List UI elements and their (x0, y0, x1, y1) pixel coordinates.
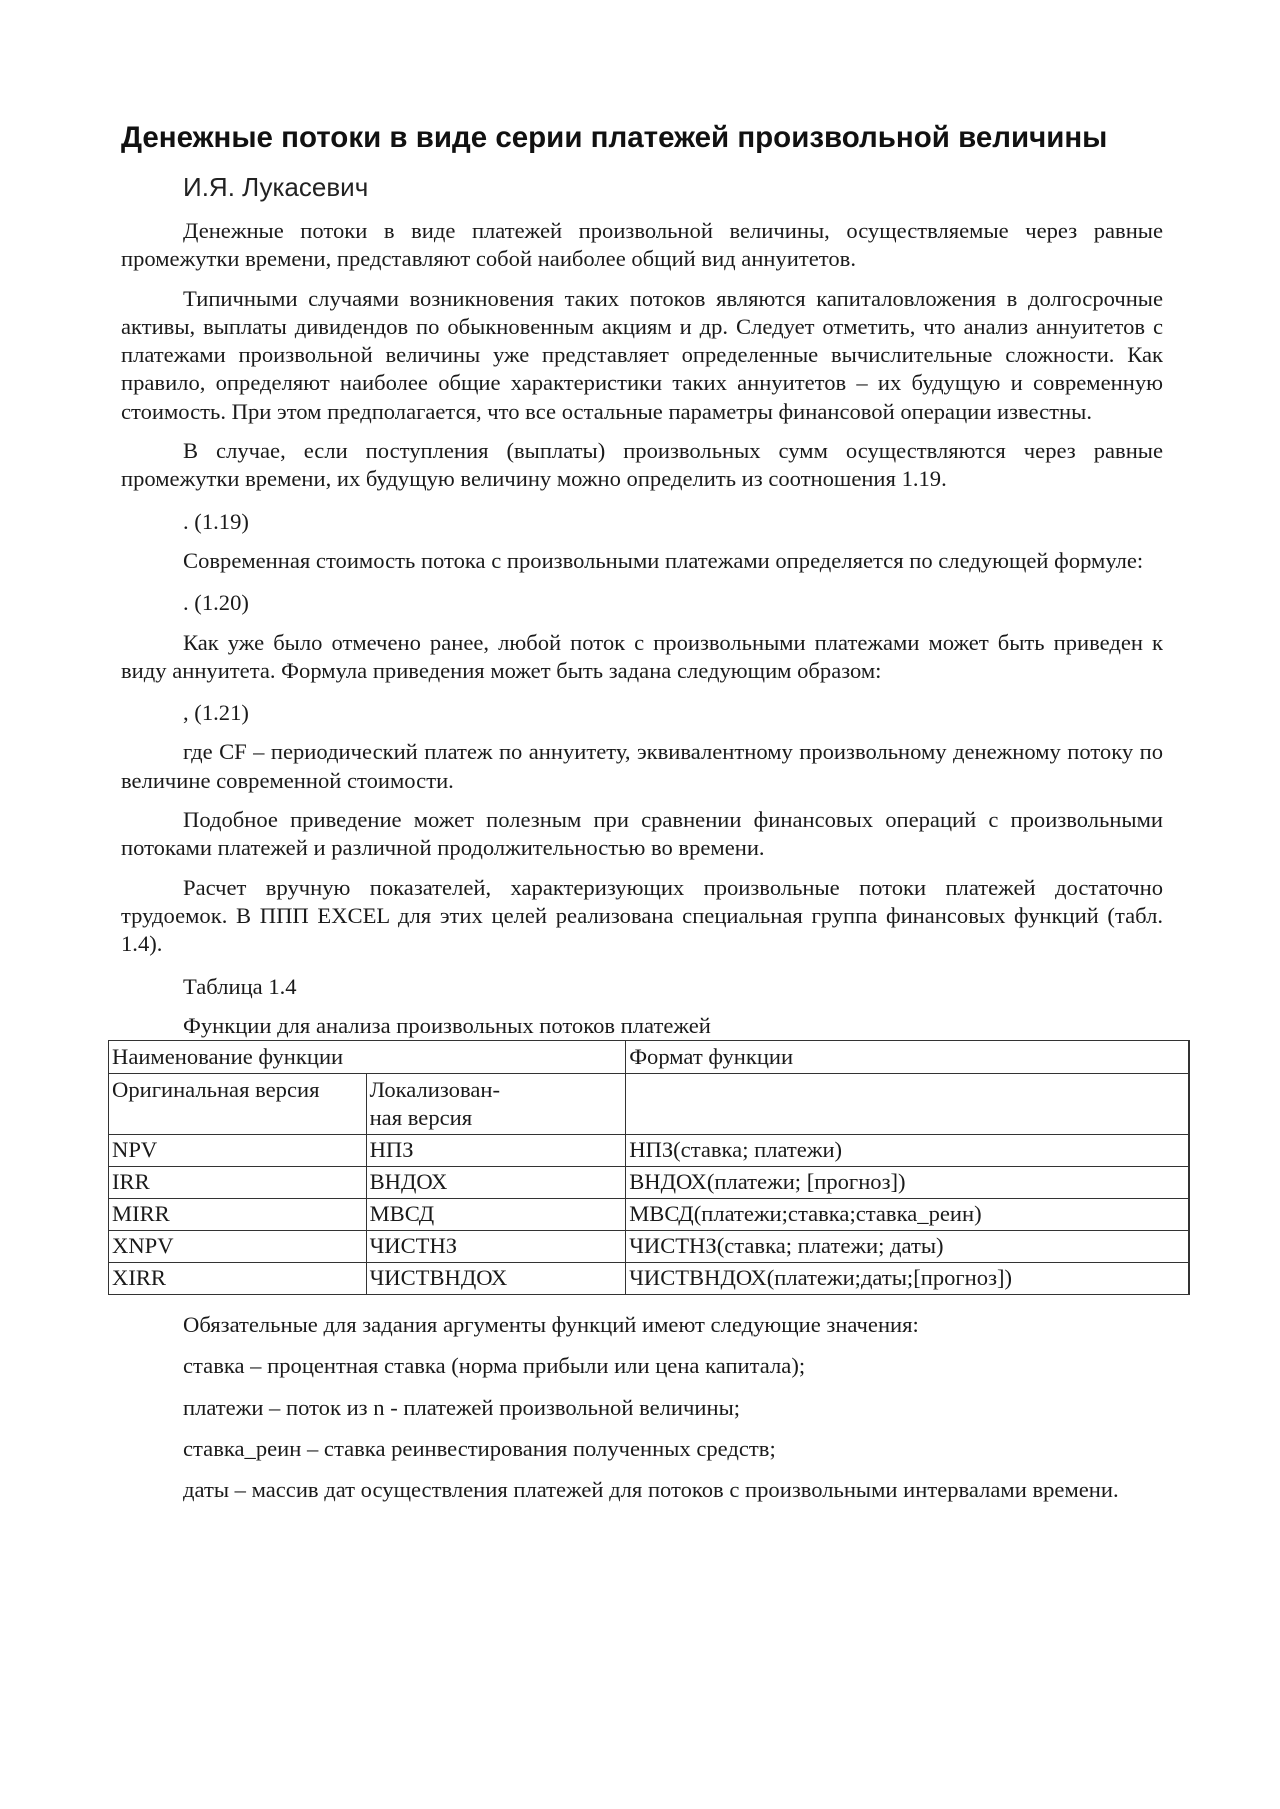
formula-1-20: . (1.20) (183, 590, 249, 616)
table-row (109, 1263, 1190, 1295)
document-title: Денежные потоки в виде серии платежей произвольной величины (121, 121, 1108, 154)
subheader-empty (626, 1074, 1189, 1135)
author-name: И.Я. Лукасевич (183, 172, 369, 202)
paragraph-1: Денежные потоки в виде платежей произвольной величины, осуществляемые через равные промежутки времени, представляют собой наиболее общий вид аннуитетов. (121, 218, 1163, 272)
subheader-localized-line1: Локализован- (369, 1077, 500, 1103)
cell-original: XIRR (109, 1263, 367, 1295)
document-page (112, 118, 1163, 1505)
paragraph-2: Типичными случаями возникновения таких потоков являются капиталовложения в долгосрочные активы, выплаты дивидендов по обыкновенным акциям и др. Следует отметить, что анализ аннуитетов с платежами произвольной величины уже представляет определенные вычислительные сложности. Как правило, определяют наиболее общие характеристики таких аннуитетов – их будущую и современную стоимость. При этом предполагается, что все остальные параметры финансовой операции известны. (121, 285, 1163, 424)
table-row (109, 1199, 1190, 1231)
cell-format: ЧИСТВНДОХ(платежи;даты;[прогноз]) (626, 1263, 1189, 1295)
cell-localized: ЧИСТНЗ (366, 1231, 626, 1263)
cell-format: МВСД(платежи;ставка;ставка_реин) (626, 1199, 1189, 1231)
paragraph-5: Как уже было отмечено ранее, любой поток с произвольными платежами может быть приведен к виду аннуитета. Формула приведения может быть задана следующим образом: (121, 629, 1163, 683)
formula-1-21: , (1.21) (183, 700, 249, 726)
table-row (109, 1135, 1190, 1167)
table-subheader-row (109, 1074, 1190, 1135)
cell-localized: ЧИСТВНДОХ (366, 1263, 626, 1295)
cell-original: IRR (109, 1167, 367, 1199)
cell-localized: НПЗ (366, 1135, 626, 1167)
paragraph-3: В случае, если поступления (выплаты) произвольных сумм осуществляются через равные промежутки времени, их будущую величину можно определить из соотношения 1.19. (121, 438, 1163, 492)
table-row (109, 1231, 1190, 1263)
cell-original: XNPV (109, 1231, 367, 1263)
paragraph-8: Расчет вручную показателей, характеризующих произвольные потоки платежей достаточно трудоемок. В ППП EXCEL для этих целей реализована специальная группа финансовых функций (табл. 1.4). (121, 874, 1163, 957)
argument-reinvest-rate: ставка_реин – ставка реинвестирования полученных средств; (183, 1436, 776, 1462)
arguments-intro: Обязательные для задания аргументы функций имеют следующие значения: (183, 1312, 919, 1338)
table-header-row (109, 1041, 1190, 1074)
cell-format: ВНДОХ(платежи; [прогноз]) (626, 1167, 1189, 1199)
subheader-original: Оригинальная версия (109, 1074, 367, 1135)
header-function-name: Наименование функции (109, 1041, 626, 1074)
cell-localized: МВСД (366, 1199, 626, 1231)
functions-table (108, 1040, 1190, 1295)
formula-1-19: . (1.19) (183, 508, 249, 534)
subheader-localized-line2: ная версия (369, 1105, 473, 1131)
argument-payments: платежи – поток из n - платежей произвольной величины; (183, 1394, 741, 1420)
table-caption: Функции для анализа произвольных потоков платежей (183, 1012, 711, 1038)
paragraph-4: Современная стоимость потока с произвольными платежами определяется по следующей формуле: (183, 547, 1144, 573)
table-row (109, 1167, 1190, 1199)
cell-original: MIRR (109, 1199, 367, 1231)
paragraph-6: где CF – периодический платеж по аннуитету, эквивалентному произвольному денежному потоку по величине современной стоимости. (121, 739, 1163, 793)
argument-rate: ставка – процентная ставка (норма прибыли или цена капитала); (183, 1353, 806, 1379)
subheader-localized (366, 1074, 626, 1135)
cell-localized: ВНДОХ (366, 1167, 626, 1199)
paragraph-7: Подобное приведение может полезным при сравнении финансовых операций с произвольными потоками платежей и различной продолжительностью во времени. (121, 807, 1163, 861)
cell-format: НПЗ(ставка; платежи) (626, 1135, 1189, 1167)
argument-dates: даты – массив дат осуществления платежей для потоков с произвольными интервалами времени. (183, 1477, 1119, 1503)
cell-original: NPV (109, 1135, 367, 1167)
table-label: Таблица 1.4 (183, 973, 297, 999)
header-function-format: Формат функции (626, 1041, 1189, 1074)
cell-format: ЧИСТНЗ(ставка; платежи; даты) (626, 1231, 1189, 1263)
